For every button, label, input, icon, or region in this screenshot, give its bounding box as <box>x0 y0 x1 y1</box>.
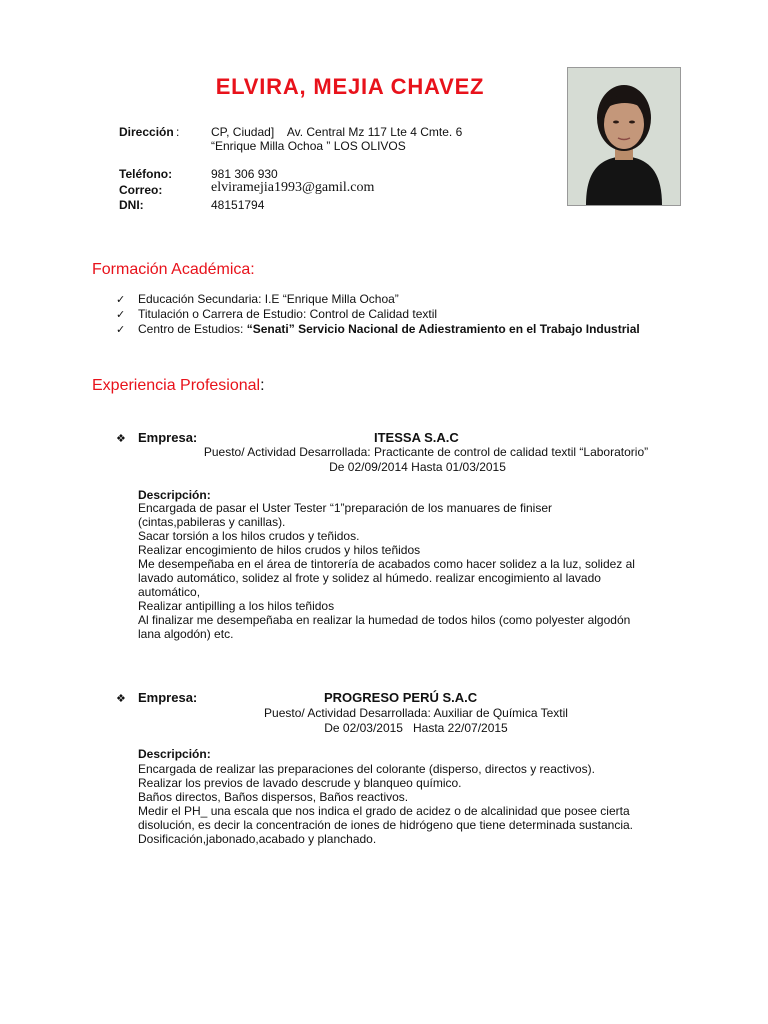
description-line: Encargada de pasar el Uster Tester “1”preparación de los manuares de finiser <box>138 501 552 515</box>
education-item <box>116 292 640 307</box>
description-line: Me desempeñaba en el área de tintorería de acabados como hacer solidez a la luz, solidez al <box>138 557 635 571</box>
dni-value: 48151794 <box>211 198 265 212</box>
company-name: ITESSA S.A.C <box>374 430 459 445</box>
description-line: Realizar encogimiento de hilos crudos y hilos teñidos <box>138 543 421 557</box>
checkmark-icon: ✓ <box>116 294 126 306</box>
job-dates: De 02/09/2014 Hasta 01/03/2015 <box>329 460 506 474</box>
education-item-value: Control de Calidad textil <box>309 307 438 321</box>
education-item-label: Centro de Estudios: <box>138 322 247 336</box>
dni-label: DNI: <box>119 198 144 212</box>
description-line: Encargada de realizar las preparaciones del colorante (disperso, directos y reactivos). <box>138 762 595 776</box>
description-line: disolución, es decir la concentración de iones de hidrógeno que tiene determinada sustancia. <box>138 818 633 832</box>
education-item-label: Educación Secundaria: <box>138 292 265 306</box>
address-colon: : <box>176 125 180 139</box>
education-list <box>116 292 640 337</box>
education-item <box>116 322 640 337</box>
checkmark-icon: ✓ <box>116 309 126 321</box>
description-label: Descripción: <box>138 488 211 502</box>
person-name: ELVIRA, MEJIA CHAVEZ <box>215 74 485 99</box>
company-name: PROGRESO PERÚ S.A.C <box>324 690 478 705</box>
checkmark-icon: ✓ <box>116 324 126 336</box>
portrait-image <box>568 68 680 205</box>
description-line: (cintas,pabileras y canillas). <box>138 515 286 529</box>
profile-photo <box>567 67 681 206</box>
address-line-2: “Enrique Milla Ochoa ” LOS OLIVOS <box>211 139 406 153</box>
diamond-bullet-icon: ❖ <box>116 433 126 445</box>
description-line: Baños directos, Baños dispersos, Baños reactivos. <box>138 790 409 804</box>
experience-heading-text: Experiencia Profesional <box>92 377 261 394</box>
education-item-value: I.E “Enrique Milla Ochoa” <box>264 292 399 306</box>
address-label: Dirección <box>119 125 174 139</box>
description-line: lana algodón) etc. <box>138 627 234 641</box>
education-heading: Formación Académica: <box>92 261 255 278</box>
job-description <box>138 501 698 641</box>
company-label: Empresa: <box>138 430 198 445</box>
description-label: Descripción: <box>138 747 211 761</box>
description-line: Dosificación,jabonado,acabado y planchado. <box>138 832 377 846</box>
description-line: Sacar torsión a los hilos crudos y teñidos. <box>138 529 360 543</box>
job-position: Puesto/ Actividad Desarrollada: Auxiliar de Química Textil <box>264 706 568 720</box>
job-dates: De 02/03/2015 Hasta 22/07/2015 <box>324 721 508 735</box>
description-line: Realizar antipilling a los hilos teñidos <box>138 599 335 613</box>
description-line: lavado automático, solidez al frote y solidez al húmedo. realizar encogimiento al lavado <box>138 571 601 585</box>
education-item-label: Titulación o Carrera de Estudio: <box>138 307 310 321</box>
description-line: automático, <box>138 585 201 599</box>
email-value: elviramejia1993@gamil.com <box>211 180 375 195</box>
job-description <box>138 762 708 846</box>
experience-heading-colon: : <box>260 377 265 394</box>
email-label: Correo: <box>119 183 163 197</box>
company-label: Empresa: <box>138 690 198 705</box>
address-line-1: CP, Ciudad] Av. Central Mz 117 Lte 4 Cmte. 6 <box>211 125 463 139</box>
phone-label: Teléfono: <box>119 167 173 181</box>
education-item-value: “Senati” Servicio Nacional de Adiestramiento en el Trabajo Industrial <box>246 322 640 336</box>
job-position: Puesto/ Actividad Desarrollada: Practicante de control de calidad textil “Laboratorio” <box>203 445 649 459</box>
description-line: Al finalizar me desempeñaba en realizar la humedad de todos hilos (como polyester algodón <box>138 613 631 627</box>
experience-heading <box>92 377 265 395</box>
phone-value: 981 306 930 <box>211 167 278 181</box>
description-line: Realizar los previos de lavado descrude y blanqueo químico. <box>138 776 462 790</box>
description-line: Medir el PH_ una escala que nos indica el grado de acidez o de alcalinidad que posee cierta <box>138 804 630 818</box>
education-item <box>116 307 640 322</box>
diamond-bullet-icon: ❖ <box>116 693 126 705</box>
